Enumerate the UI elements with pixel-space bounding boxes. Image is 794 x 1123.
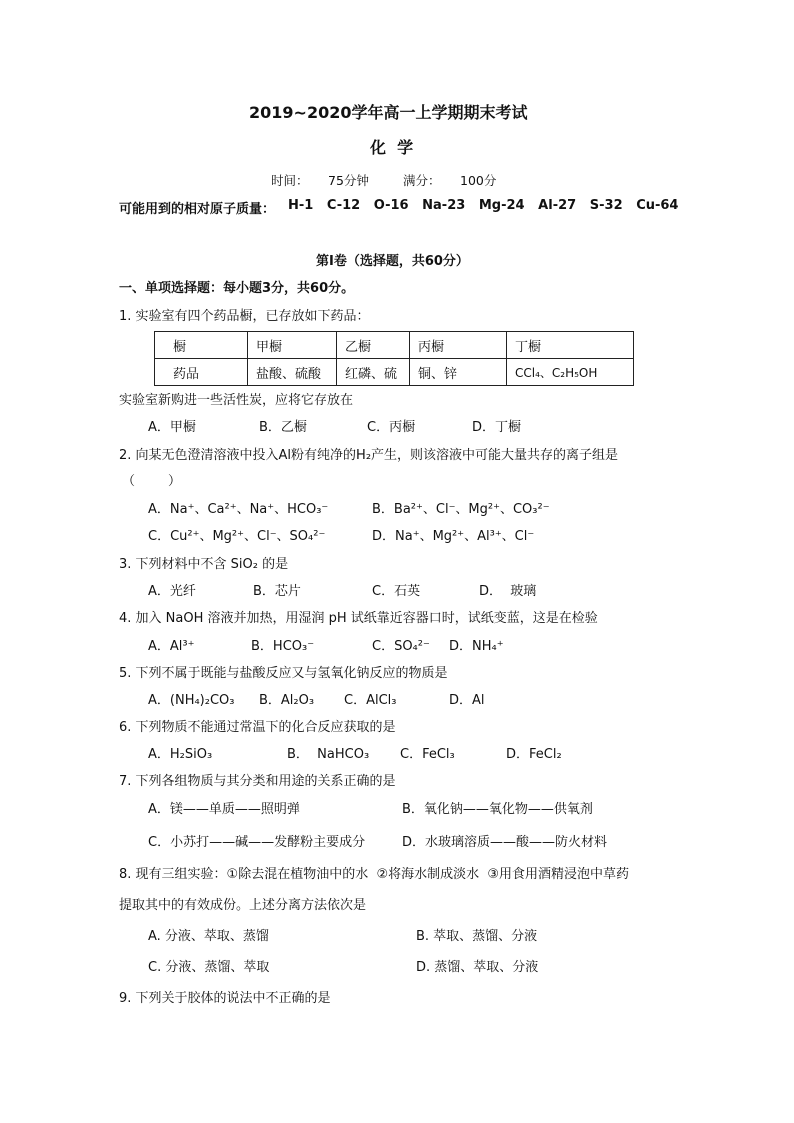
table-row — [155, 359, 634, 386]
subject-title: 化 学 — [370, 138, 414, 157]
q5-option-b: B．Al₂O₃ — [259, 693, 315, 708]
q7-option-d: D．水玻璃溶质——酸——防火材料 — [402, 835, 608, 850]
part-title: 一、单项选择题：每小题3分，共60分。 — [119, 281, 355, 296]
q9-stem: 9. 下列关于胶体的说法中不正确的是 — [119, 991, 331, 1006]
q1-option-c: C．丙橱 — [367, 420, 416, 435]
q6-option-a: A．H₂SiO₃ — [148, 747, 213, 762]
q6-option-d: D．FeCl₂ — [506, 747, 562, 762]
q4-option-a: A．Al³⁺ — [148, 639, 195, 654]
q7-option-b: B．氧化钠——氧化物——供氧剂 — [402, 802, 593, 817]
q2-bracket: （ ） — [122, 474, 182, 489]
volume-title: 第Ⅰ卷（选择题，共60分） — [316, 254, 469, 269]
q3-option-c: C．石英 — [372, 584, 421, 599]
q8-option-c: C. 分液、蒸馏、萃取 — [148, 960, 270, 975]
q7-option-a: A．镁——单质——照明弹 — [148, 802, 300, 817]
q5-option-a: A．(NH₄)₂CO₃ — [148, 693, 235, 708]
table-cell: 甲橱 — [248, 332, 337, 359]
time-label: 时间： — [271, 173, 309, 188]
q1-option-a: A．甲橱 — [148, 420, 196, 435]
table-cell: 盐酸、硫酸 — [248, 359, 337, 386]
q3-stem: 3. 下列材料中不含 SiO₂ 的是 — [119, 557, 289, 572]
q4-option-d: D．NH₄⁺ — [449, 639, 504, 654]
q4-option-b: B．HCO₃⁻ — [251, 639, 315, 654]
q3-option-a: A．光纤 — [148, 584, 196, 599]
q2-option-c: C．Cu²⁺、Mg²⁺、Cl⁻、SO₄²⁻ — [148, 529, 326, 544]
q4-option-c: C．SO₄²⁻ — [372, 639, 430, 654]
q5-option-d: D．Al — [449, 693, 485, 708]
q6-option-c: C．FeCl₃ — [400, 747, 455, 762]
q4-stem: 4. 加入 NaOH 溶液并加热，用湿润 pH 试纸靠近容器口时，试纸变蓝，这是在检验 — [119, 611, 598, 626]
atomic-mass-label: 可能用到的相对原子质量： — [119, 202, 276, 217]
table-header-row — [155, 332, 634, 359]
q8-stem-line1: 8. 现有三组实验：①除去混在植物油中的水 ②将海水制成淡水 ③用食用酒精浸泡中草药 — [119, 867, 630, 882]
q1-option-b: B．乙橱 — [259, 420, 307, 435]
score-label: 满分： — [403, 173, 441, 188]
table-cell: CCl₄、C₂H₅OH — [507, 359, 634, 386]
q5-stem: 5. 下列不属于既能与盐酸反应又与氢氧化钠反应的物质是 — [119, 666, 448, 681]
q6-stem: 6. 下列物质不能通过常温下的化合反应获取的是 — [119, 720, 396, 735]
q3-option-d: D． 玻璃 — [479, 584, 537, 599]
q7-stem: 7. 下列各组物质与其分类和用途的关系正确的是 — [119, 774, 396, 789]
q7-option-c: C．小苏打——碱——发酵粉主要成分 — [148, 835, 366, 850]
table-cell: 乙橱 — [337, 332, 410, 359]
atomic-mass-values: H-1 C-12 O-16 Na-23 Mg-24 Al-27 S-32 Cu-64 — [288, 198, 679, 213]
q8-option-b: B. 萃取、蒸馏、分液 — [416, 929, 538, 944]
score-value: 100分 — [460, 173, 497, 188]
q1-locker-table — [154, 331, 634, 386]
q2-option-d: D．Na⁺、Mg²⁺、Al³⁺、Cl⁻ — [372, 529, 535, 544]
table-cell: 丁橱 — [507, 332, 634, 359]
time-value: 75分钟 — [328, 173, 369, 188]
q8-stem-line2: 提取其中的有效成份。上述分离方法依次是 — [119, 898, 367, 913]
q8-option-a: A. 分液、萃取、蒸馏 — [148, 929, 269, 944]
q3-option-b: B．芯片 — [253, 584, 301, 599]
exam-title: 2019~2020学年高一上学期期末考试 — [249, 103, 528, 122]
table-cell: 丙橱 — [410, 332, 507, 359]
q8-option-d: D. 蒸馏、萃取、分液 — [416, 960, 539, 975]
q2-option-a: A．Na⁺、Ca²⁺、Na⁺、HCO₃⁻ — [148, 502, 329, 517]
table-cell: 红磷、硫 — [337, 359, 410, 386]
table-cell: 药品 — [155, 359, 248, 386]
q2-option-b: B．Ba²⁺、Cl⁻、Mg²⁺、CO₃²⁻ — [372, 502, 550, 517]
q5-option-c: C．AlCl₃ — [344, 693, 397, 708]
table-cell: 铜、锌 — [410, 359, 507, 386]
table-cell: 橱 — [155, 332, 248, 359]
q2-stem: 2. 向某无色澄清溶液中投入Al粉有纯净的H₂产生，则该溶液中可能大量共存的离子组是 — [119, 448, 619, 463]
q1-option-d: D．丁橱 — [472, 420, 522, 435]
q1-followup: 实验室新购进一些活性炭，应将它存放在 — [119, 393, 354, 408]
q1-stem: 1. 实验室有四个药品橱，已存放如下药品： — [119, 309, 370, 324]
q6-option-b: B． NaHCO₃ — [287, 747, 370, 762]
